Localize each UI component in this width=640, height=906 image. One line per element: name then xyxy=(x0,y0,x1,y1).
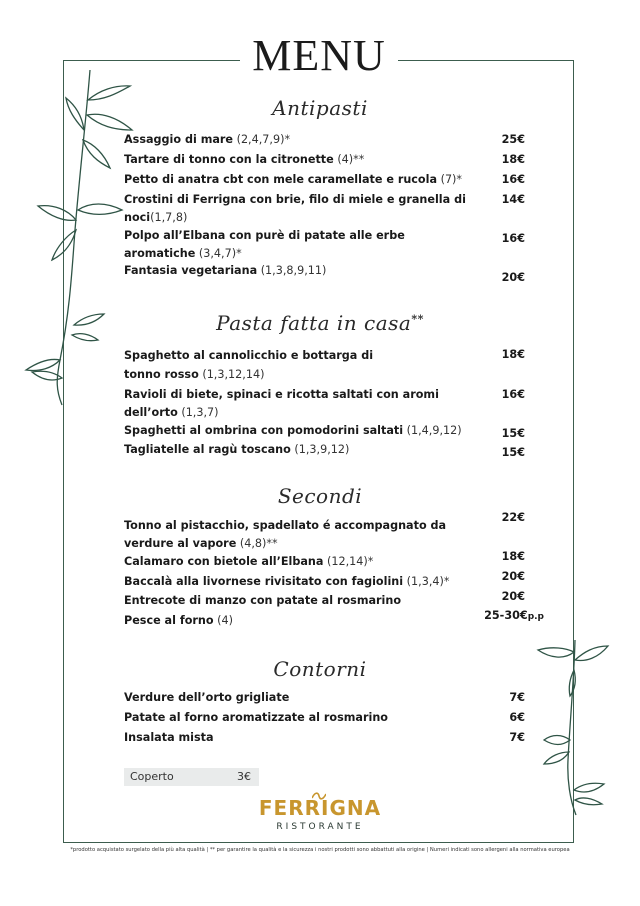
menu-item: Baccalà alla livornese rivisitato con fagiolini (1,3,4)* xyxy=(124,575,450,588)
menu-item: Pesce al forno (4) xyxy=(124,614,233,627)
menu-item-price: 18€ xyxy=(501,348,525,361)
menu-item: Tartare di tonno con la citronette (4)** xyxy=(124,153,365,166)
brand-name: FERRIGNA xyxy=(258,796,382,820)
menu-item: Insalata mista xyxy=(124,731,214,744)
menu-item: Fantasia vegetariana (1,3,8,9,11) xyxy=(124,264,327,277)
menu-item-price: 20€ xyxy=(501,271,525,284)
menu-item-price: 22€ xyxy=(501,511,525,524)
menu-item: Polpo all’Elbana con purè di patate alle erbe aromatiche (3,4,7)* xyxy=(124,229,405,260)
menu-item-price: 18€ xyxy=(501,550,525,563)
menu-item-price: 20€ xyxy=(501,590,525,603)
menu-item-price: 15€ xyxy=(501,446,525,459)
menu-item-price: 7€ xyxy=(509,691,525,704)
menu-item-price: 14€ xyxy=(501,193,525,206)
menu-item: Patate al forno aromatizzate al rosmarino xyxy=(124,711,388,724)
section-title-contorni: Contorni xyxy=(273,657,367,681)
section-title-secondi: Secondi xyxy=(277,484,363,508)
coperto-label: Coperto xyxy=(130,770,174,783)
wave-emblem-icon xyxy=(312,792,326,800)
menu-item-price: 18€ xyxy=(501,153,525,166)
menu-item: Entrecote di manzo con patate al rosmarino xyxy=(124,594,402,607)
menu-item: Crostini di Ferrigna con brie, filo di miele e granella di noci(1,7,8) xyxy=(124,193,466,224)
footnote: *prodotto acquistato surgelato della più alta qualità | ** per garantire la qualità e la sicurezza i nostri prodotti sono abbattuti alla origine | Numeri indicati sono allergeni alla normativa europea xyxy=(70,847,570,853)
section-title-pasta: Pasta fatta in casa** xyxy=(216,311,424,335)
coperto-box xyxy=(124,768,259,786)
coperto-price: 3€ xyxy=(237,770,251,783)
brand-subtitle: RISTORANTE xyxy=(276,822,364,832)
menu-item-price: 16€ xyxy=(501,232,525,245)
menu-item-price: 16€ xyxy=(501,388,525,401)
menu-item: Calamaro con bietole all’Elbana (12,14)* xyxy=(124,555,374,568)
menu-item: Assaggio di mare (2,4,7,9)* xyxy=(124,133,291,146)
menu-item: Ravioli di biete, spinaci e ricotta saltati con aromi dell’orto (1,3,7) xyxy=(124,388,439,419)
menu-item-price: 7€ xyxy=(509,731,525,744)
menu-item-price: 20€ xyxy=(501,570,525,583)
menu-item: Tagliatelle al ragù toscano (1,3,9,12) xyxy=(124,443,350,456)
menu-item-price: 25€ xyxy=(501,133,525,146)
menu-item: Spaghetto al cannolicchio e bottarga di tonno rosso (1,3,12,14) xyxy=(124,349,374,381)
restaurant-logo xyxy=(250,796,390,832)
menu-title: MENU xyxy=(240,28,398,84)
menu-item: Tonno al pistacchio, spadellato é accompagnato da verdure al vapore (4,8)** xyxy=(124,519,447,550)
menu-item-price: 6€ xyxy=(509,711,525,724)
section-title-antipasti: Antipasti xyxy=(272,96,368,120)
menu-item: Petto di anatra cbt con mele caramellate e rucola (7)* xyxy=(124,173,463,186)
menu-item-price: 16€ xyxy=(501,173,525,186)
menu-item-price: 25-30€p.p xyxy=(484,609,544,622)
menu-item-price: 15€ xyxy=(501,427,525,440)
menu-item: Verdure dell’orto grigliate xyxy=(124,691,290,704)
menu-item: Spaghetti al ombrina con pomodorini saltati (1,4,9,12) xyxy=(124,424,462,437)
